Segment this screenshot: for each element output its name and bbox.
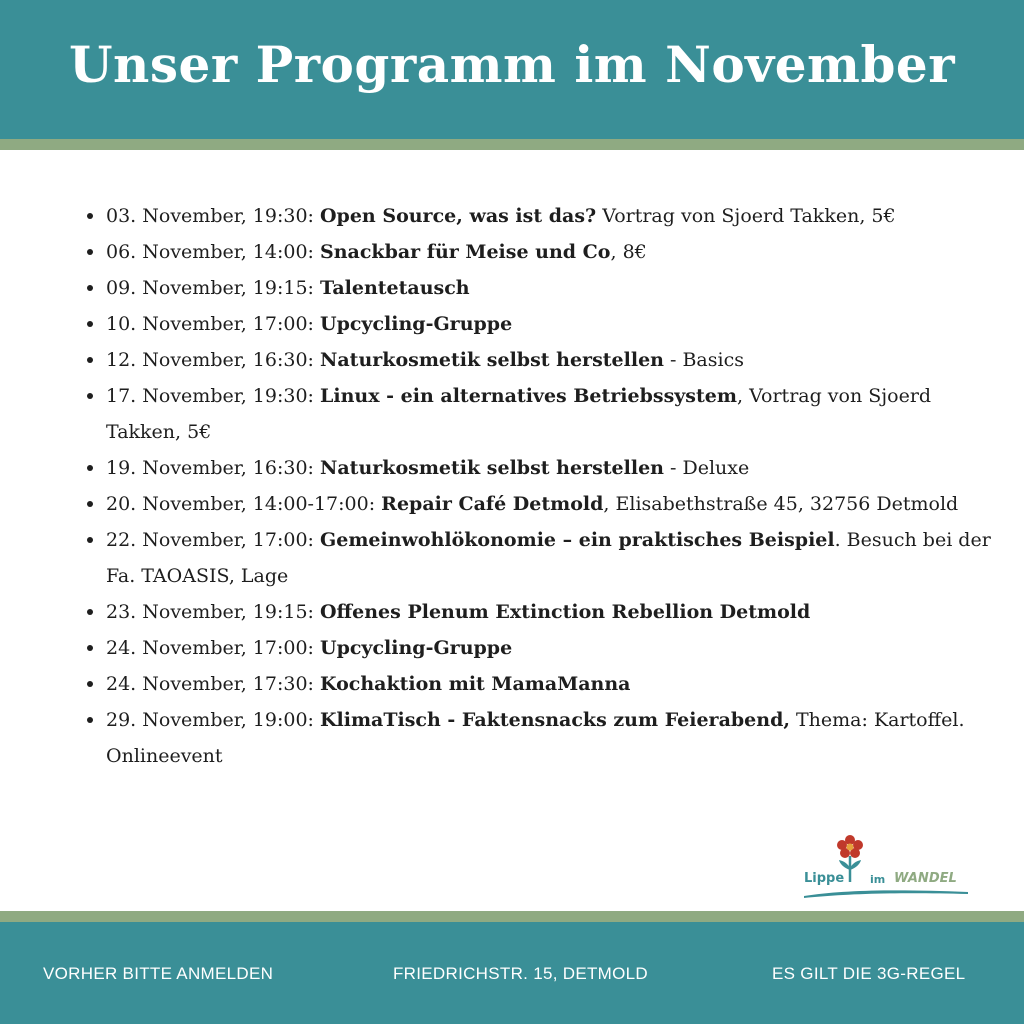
- event-details: Vortrag von Sjoerd Takken, 5€: [596, 205, 896, 227]
- event-date: 10. November, 17:00:: [106, 313, 320, 335]
- header-stripe: [0, 139, 1024, 150]
- event-details: Thema: Kartoffel. Onlineevent: [106, 709, 965, 767]
- event-title: Upcycling-Gruppe: [320, 313, 513, 335]
- event-details: , 8€: [610, 241, 647, 263]
- event-details: - Basics: [663, 349, 744, 371]
- event-date: 23. November, 19:15:: [106, 601, 320, 623]
- event-date: 29. November, 19:00:: [106, 709, 320, 731]
- event-item: [84, 594, 1004, 630]
- event-details: . Besuch bei der Fa. TAOASIS, Lage: [106, 529, 991, 587]
- event-item: [84, 342, 1004, 378]
- event-title: KlimaTisch - Faktensnacks zum Feierabend,: [320, 709, 790, 731]
- event-date: 03. November, 19:30:: [106, 205, 320, 227]
- event-title: Snackbar für Meise und Co: [320, 241, 611, 263]
- event-title: Gemeinwohlökonomie – ein praktisches Beispiel: [320, 529, 835, 551]
- event-details: - Deluxe: [663, 457, 750, 479]
- lippe-im-wandel-logo: [800, 834, 970, 902]
- event-title: Open Source, was ist das?: [320, 205, 597, 227]
- event-date: 22. November, 17:00:: [106, 529, 320, 551]
- event-item: [84, 486, 1004, 522]
- event-date: 06. November, 14:00:: [106, 241, 320, 263]
- event-item: [84, 450, 1004, 486]
- event-title: Kochaktion mit MamaManna: [320, 673, 631, 695]
- event-date: 20. November, 14:00-17:00:: [106, 493, 382, 515]
- event-title: Naturkosmetik selbst herstellen: [320, 457, 664, 479]
- event-title: Linux - ein alternatives Betriebssystem: [320, 385, 737, 407]
- header-banner: [0, 0, 1024, 139]
- page-title: Unser Programm im November: [68, 35, 956, 94]
- footer-3g-rule: ES GILT DIE 3G-REGEL: [772, 964, 966, 983]
- event-date: 17. November, 19:30:: [106, 385, 320, 407]
- event-item: [84, 522, 1004, 594]
- footer-banner: [0, 922, 1024, 1024]
- event-date: 24. November, 17:00:: [106, 637, 320, 659]
- event-item: [84, 630, 1004, 666]
- event-list: [84, 198, 1004, 774]
- event-item: [84, 234, 1004, 270]
- event-item: [84, 198, 1004, 234]
- footer-registration-note: VORHER BITTE ANMELDEN: [43, 964, 274, 983]
- logo-lippe-text: Lippe: [804, 871, 845, 886]
- event-details: , Elisabethstraße 45, 32756 Detmold: [603, 493, 959, 515]
- footer-address: FRIEDRICHSTR. 15, DETMOLD: [393, 964, 648, 983]
- event-item: [84, 270, 1004, 306]
- event-item: [84, 666, 1004, 702]
- event-title: Naturkosmetik selbst herstellen: [320, 349, 664, 371]
- logo-im-text: im: [870, 873, 886, 886]
- event-title: Offenes Plenum Extinction Rebellion Detmold: [320, 601, 811, 623]
- event-title: Talentetausch: [320, 277, 470, 299]
- wave-icon: [804, 888, 968, 898]
- event-date: 12. November, 16:30:: [106, 349, 320, 371]
- event-item: [84, 702, 1004, 774]
- event-title: Upcycling-Gruppe: [320, 637, 513, 659]
- event-item: [84, 378, 1004, 450]
- logo-wandel-text: WANDEL: [894, 871, 957, 886]
- event-date: 19. November, 16:30:: [106, 457, 320, 479]
- event-item: [84, 306, 1004, 342]
- event-date: 09. November, 19:15:: [106, 277, 320, 299]
- event-title: Repair Café Detmold: [381, 493, 604, 515]
- footer-stripe: [0, 911, 1024, 922]
- event-details: , Vortrag von Sjoerd Takken, 5€: [106, 385, 932, 443]
- event-date: 24. November, 17:30:: [106, 673, 320, 695]
